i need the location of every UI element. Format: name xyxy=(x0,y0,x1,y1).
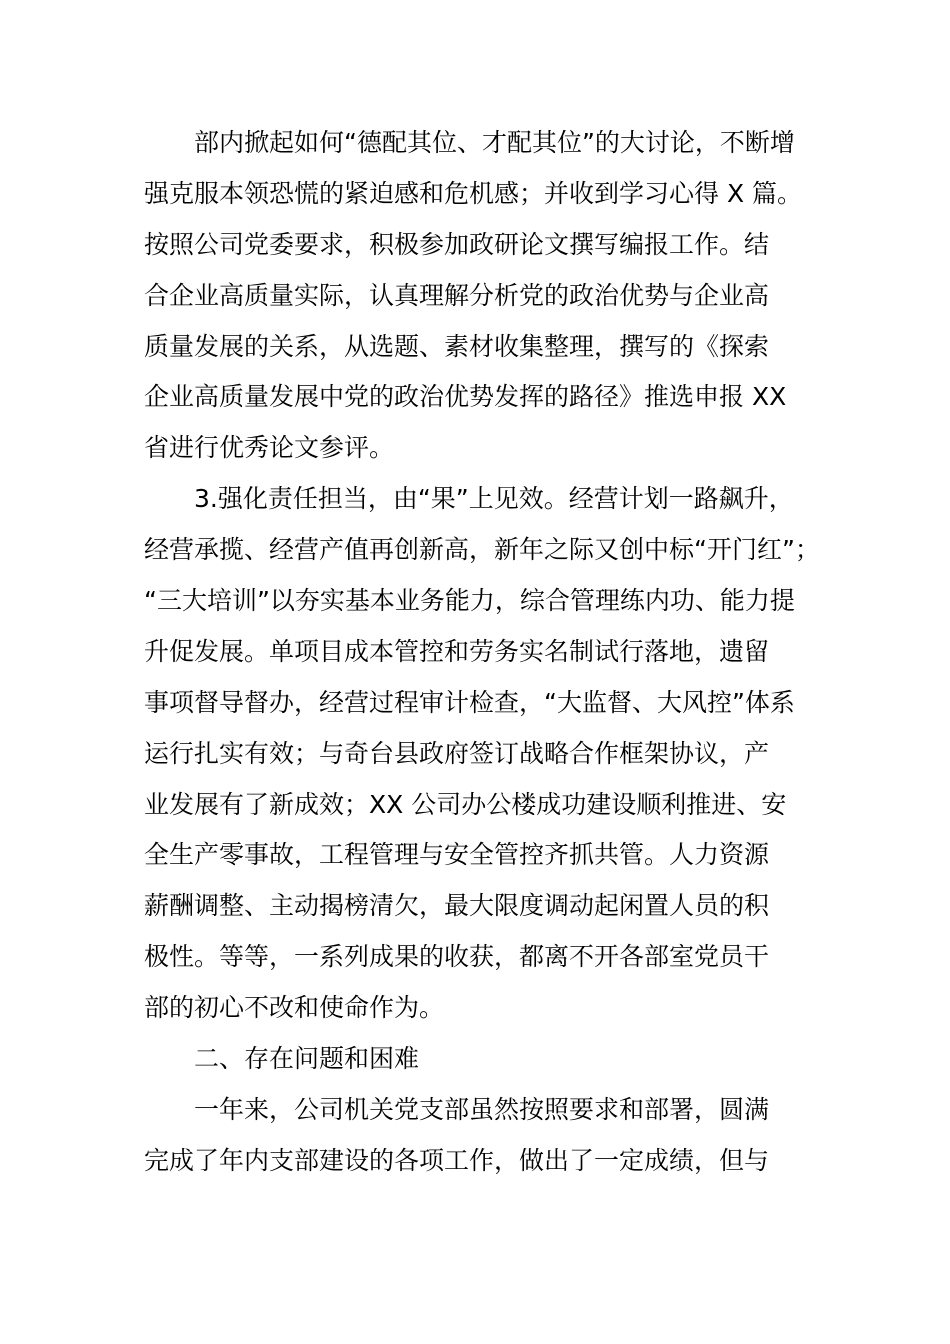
paragraph-line: 运行扎实有效；与奇台县政府签订战略合作框架协议，产 xyxy=(144,738,770,768)
paragraph-line: 一年来，公司机关党支部虽然按照要求和部署，圆满 xyxy=(194,1094,770,1124)
paragraph-line: 省进行优秀论文参评。 xyxy=(144,433,395,463)
paragraph-line: 事项督导督办，经营过程审计检查，“大监督、大风控”体系 xyxy=(144,687,795,717)
section-heading: 二、存在问题和困难 xyxy=(194,1044,420,1074)
paragraph-line: “三大培训”以夯实基本业务能力，综合管理练内功、能力提 xyxy=(144,586,795,616)
paragraph-line: 极性。等等，一系列成果的收获，都离不开各部室党员干 xyxy=(144,942,770,972)
document-body xyxy=(144,118,834,1187)
paragraph-line: 合企业高质量实际，认真理解分析党的政治优势与企业高 xyxy=(144,280,770,310)
paragraph-line: 薪酬调整、主动揭榜清欠，最大限度调动起闲置人员的积 xyxy=(144,891,770,921)
paragraph-line: 强克服本领恐慌的紧迫感和危机感；并收到学习心得 X 篇。 xyxy=(144,178,803,208)
paragraph-line: 按照公司党委要求，积极参加政研论文撰写编报工作。结 xyxy=(144,229,770,259)
paragraph-line: 升促发展。单项目成本管控和劳务实名制试行落地，遗留 xyxy=(144,636,770,666)
paragraph-line: 质量发展的关系，从选题、素材收集整理，撰写的《探索 xyxy=(144,331,770,361)
paragraph-line: 完成了年内支部建设的各项工作，做出了一定成绩，但与 xyxy=(144,1145,770,1175)
paragraph-line: 企业高质量发展中党的政治优势发挥的路径》推选申报 XX xyxy=(144,382,787,412)
paragraph-line: 经营承揽、经营产值再创新高，新年之际又创中标“开门红”； xyxy=(144,535,820,565)
paragraph-line: 全生产零事故，工程管理与安全管控齐抓共管。人力资源 xyxy=(144,840,770,870)
paragraph-line: 部的初心不改和使命作为。 xyxy=(144,993,445,1023)
paragraph-line: 业发展有了新成效；XX 公司办公楼成功建设顺利推进、安 xyxy=(144,789,787,819)
paragraph-line: 3.强化责任担当，由“果”上见效。经营计划一路飙升， xyxy=(194,484,794,514)
paragraph-line: 部内掀起如何“德配其位、才配其位”的大讨论，不断增 xyxy=(194,128,795,157)
